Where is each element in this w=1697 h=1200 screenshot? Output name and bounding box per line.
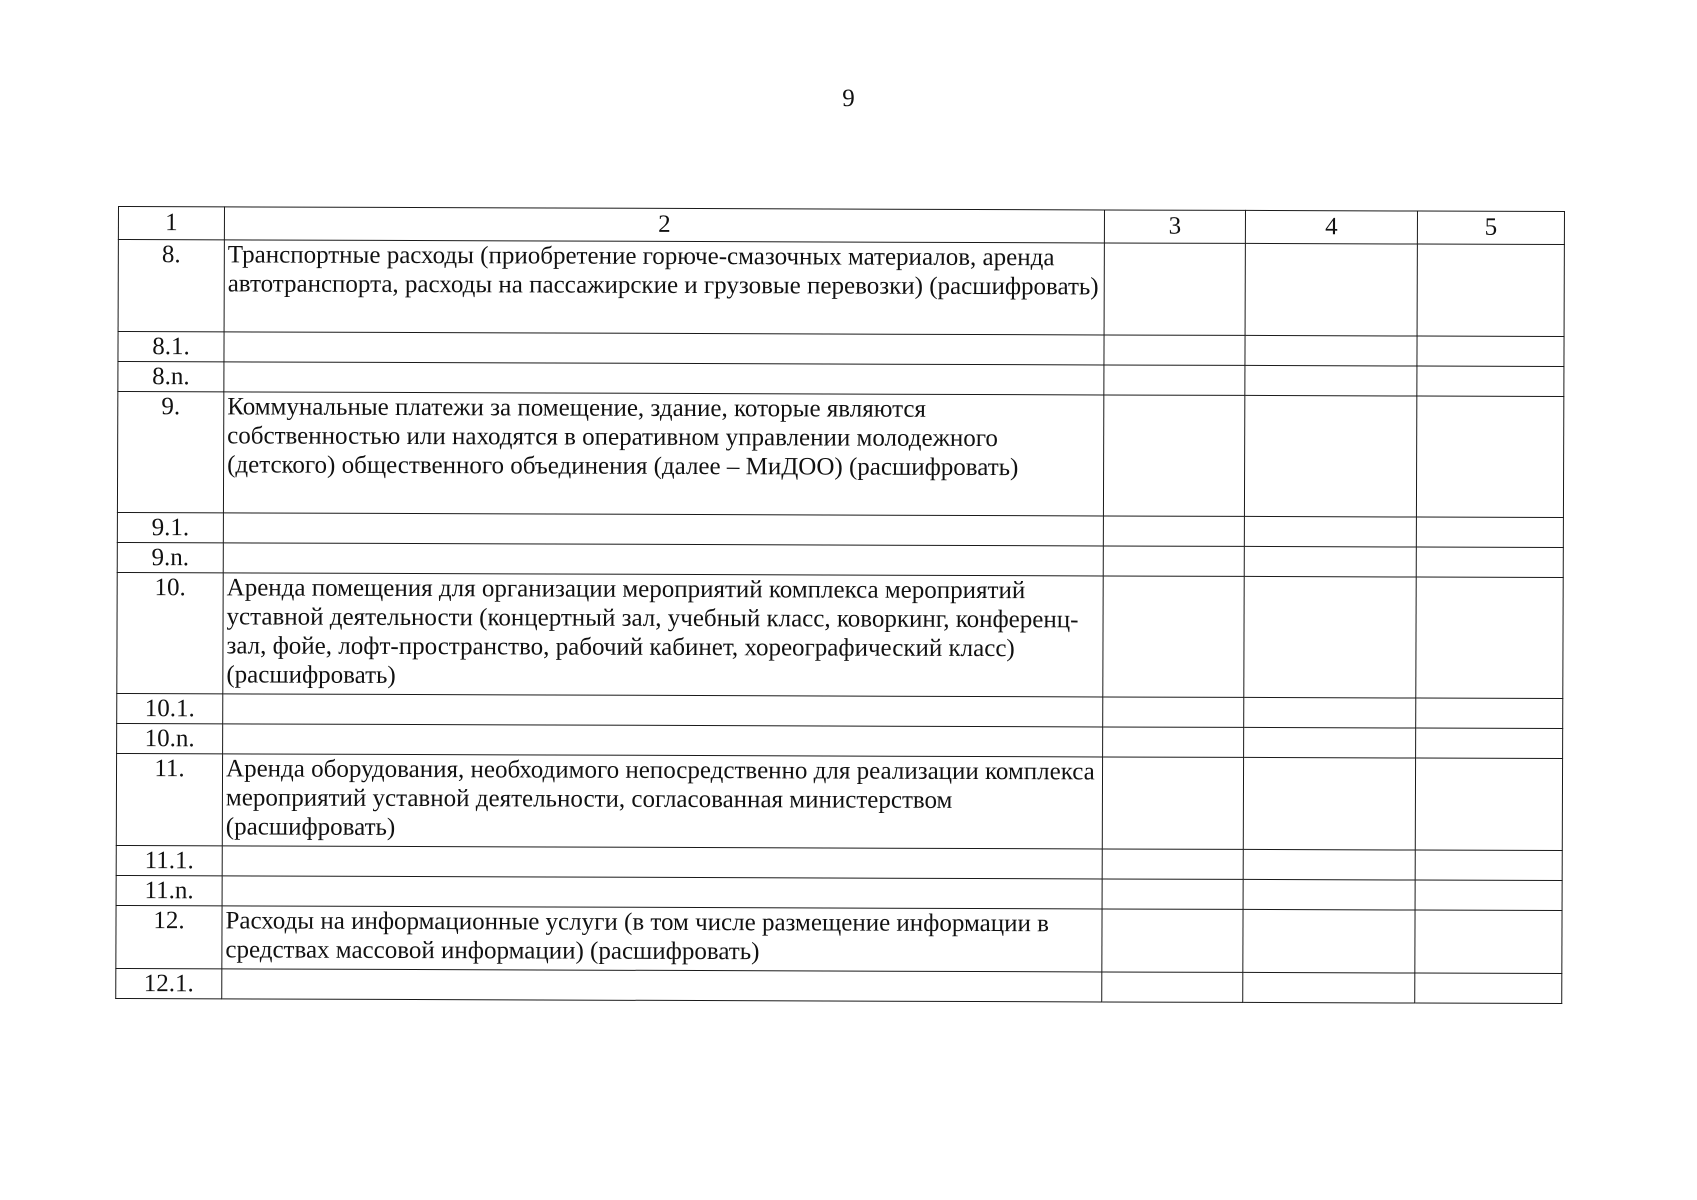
row-description <box>224 362 1104 395</box>
row-number: 11.1. <box>116 845 222 875</box>
row-number: 12. <box>116 905 222 968</box>
expense-table <box>115 206 1565 1004</box>
row-number: 11. <box>116 753 222 845</box>
row-description <box>223 543 1103 576</box>
table-row <box>116 753 1562 850</box>
row-number: 9.n. <box>117 542 223 572</box>
cell-col5 <box>1415 880 1562 911</box>
table-row <box>116 968 1562 1003</box>
cell-col4 <box>1243 879 1415 910</box>
row-description: Расходы на информационные услуги (в том числе размещение информации в средствах массовой информации) (расшифровать) <box>222 906 1102 972</box>
row-description: Аренда оборудования, необходимого непосредственно для реализации комплекса мероприятий уставной деятельности, согласованная министерством (расшифровать) <box>222 754 1102 849</box>
cell-col4 <box>1243 849 1415 880</box>
table-header-row <box>118 207 1564 245</box>
cell-col5 <box>1417 244 1564 337</box>
column-header: 5 <box>1417 211 1564 245</box>
cell-col4 <box>1243 972 1415 1003</box>
cell-col3 <box>1103 727 1244 757</box>
row-number: 12.1. <box>116 968 222 998</box>
row-number: 8. <box>118 240 224 332</box>
cell-col4 <box>1245 243 1417 336</box>
cell-col3 <box>1103 395 1244 516</box>
column-header: 1 <box>118 207 224 240</box>
cell-col4 <box>1244 727 1416 758</box>
cell-col4 <box>1244 546 1416 577</box>
cell-col5 <box>1415 910 1562 974</box>
cell-col5 <box>1415 758 1562 851</box>
table-row <box>117 392 1563 518</box>
row-number: 10. <box>117 572 223 693</box>
table-row <box>116 905 1562 973</box>
row-description <box>222 969 1102 1002</box>
row-description <box>224 332 1104 365</box>
row-number: 10.1. <box>117 693 223 723</box>
cell-col5 <box>1416 547 1563 578</box>
cell-col3 <box>1103 546 1244 576</box>
cell-col3 <box>1103 697 1244 727</box>
cell-col5 <box>1417 366 1564 397</box>
cell-col5 <box>1415 850 1562 881</box>
cell-col3 <box>1104 243 1245 335</box>
cell-col3 <box>1104 365 1245 395</box>
row-number: 9. <box>117 392 223 513</box>
column-header: 2 <box>224 207 1104 243</box>
cell-col3 <box>1102 879 1243 909</box>
row-number: 9.1. <box>117 512 223 542</box>
cell-col3 <box>1102 849 1243 879</box>
row-description <box>223 513 1103 546</box>
column-header: 4 <box>1245 210 1417 244</box>
column-header: 3 <box>1104 210 1245 243</box>
cell-col5 <box>1416 728 1563 759</box>
cell-col5 <box>1416 577 1563 699</box>
row-description: Аренда помещения для организации мероприятий комплекса мероприятий уставной деятельности (концертный зал, учебный класс, коворкинг, конференц-зал, фойе, лофт-пространство, рабочий кабинет, хореографический класс) (расшифровать) <box>223 573 1103 697</box>
cell-col3 <box>1102 972 1243 1002</box>
cell-col5 <box>1416 517 1563 548</box>
row-description: Коммунальные платежи за помещение, здание, которые являются собственностью или находятся в оперативном управлении молодежного (детского) общественного объединения (далее – МиДОО) (расшифровать) <box>223 392 1103 516</box>
cell-col3 <box>1102 909 1243 972</box>
cell-col4 <box>1245 335 1417 366</box>
row-number: 10.n. <box>117 723 223 753</box>
table-row <box>117 572 1563 698</box>
row-number: 11.n. <box>116 875 222 905</box>
row-number: 8.1. <box>118 332 224 362</box>
cell-col5 <box>1417 336 1564 367</box>
page-number: 9 <box>842 85 855 112</box>
cell-col4 <box>1245 365 1417 396</box>
cell-col3 <box>1103 516 1244 546</box>
row-description <box>223 724 1103 757</box>
cell-col4 <box>1244 576 1416 698</box>
row-description <box>222 876 1102 909</box>
cell-col4 <box>1243 909 1415 973</box>
cell-col4 <box>1244 516 1416 547</box>
cell-col4 <box>1243 757 1415 850</box>
cell-col3 <box>1102 757 1243 849</box>
cell-col4 <box>1244 395 1416 517</box>
row-description <box>222 846 1102 879</box>
cell-col5 <box>1415 973 1562 1004</box>
cell-col3 <box>1104 335 1245 365</box>
row-description <box>223 694 1103 727</box>
cell-col3 <box>1103 576 1244 697</box>
table-row <box>118 240 1564 337</box>
row-description: Транспортные расходы (приобретение горюче-смазочных материалов, аренда автотранспорта, расходы на пассажирские и грузовые перевозки) (расшифровать) <box>224 240 1104 335</box>
cell-col4 <box>1244 697 1416 728</box>
cell-col5 <box>1416 698 1563 729</box>
row-number: 8.n. <box>118 362 224 392</box>
cell-col5 <box>1416 396 1563 518</box>
